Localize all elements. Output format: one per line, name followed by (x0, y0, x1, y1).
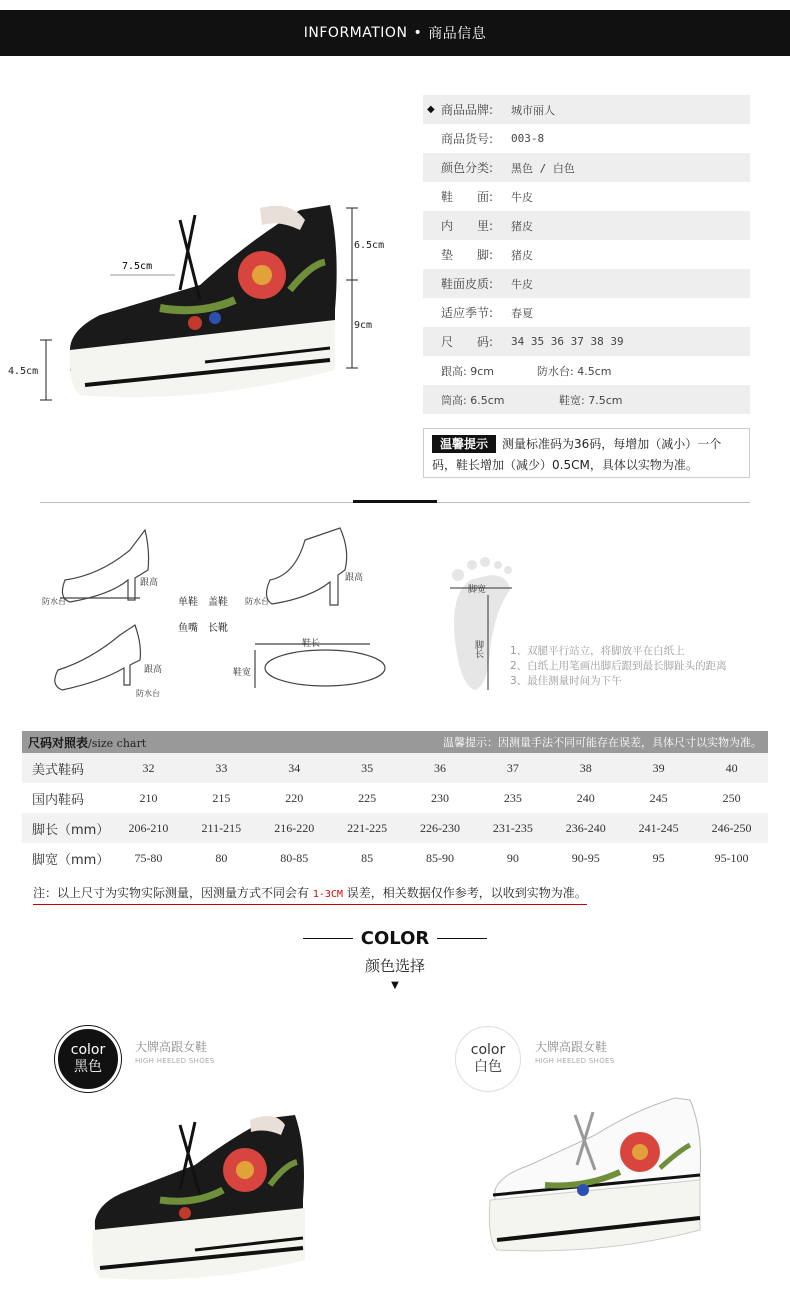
tip-box (423, 428, 750, 478)
info-row (423, 298, 750, 327)
size-cell: 75-80 (134, 850, 163, 865)
info-value: 城市丽人 (511, 103, 555, 117)
info-value: 防水台: 4.5cm (537, 364, 612, 378)
info-value: 牛皮 (511, 277, 533, 291)
size-row (22, 783, 768, 813)
label-heel: 跟高 (140, 578, 159, 588)
note-b: 误差，相关数据仅作参考，以收到实物为准。 (342, 886, 587, 900)
info-value: 34 35 36 37 38 39 (511, 335, 624, 348)
badge-cn: 白色 (474, 1059, 502, 1075)
info-value: 牛皮 (511, 190, 533, 204)
black-sneaker-image (70, 205, 337, 397)
label-platform3: 防水台 (136, 689, 160, 698)
info-row (423, 95, 750, 124)
measure-step-1: 1、双腿平行站立，将脚放平在白纸上 (510, 645, 685, 657)
measure-diagram (40, 520, 770, 710)
size-chart-hint: 温馨提示：因测量手法不同可能存在误差，具体尺寸以实物为准。 (443, 736, 762, 749)
label-fish: 鱼嘴 (178, 623, 198, 634)
info-value: 鞋宽: 7.5cm (559, 393, 623, 407)
size-cell: 246-250 (711, 820, 752, 835)
section-header (0, 10, 790, 56)
header-dot: • (413, 25, 423, 41)
color-section-header (0, 928, 790, 991)
size-row (22, 843, 768, 873)
info-row (423, 385, 750, 414)
size-chart-title: 尺码对照表 (28, 735, 89, 750)
size-cell: 32 (142, 760, 155, 775)
size-cell: 37 (506, 760, 519, 775)
size-cell: 85 (361, 850, 374, 865)
color-badge-white[interactable] (455, 1026, 521, 1092)
header-en: INFORMATION (303, 25, 408, 41)
info-value: 猪皮 (511, 248, 533, 262)
note-a: 注：以上尺寸为实物实际测量，因测量方式不同会有 (33, 886, 313, 900)
brand-text-white: 大牌高跟女鞋 HIGH HEELED SHOES (535, 1040, 615, 1065)
foot-outline-icon (450, 557, 512, 690)
size-chart-rows (22, 753, 768, 873)
info-row (423, 240, 750, 269)
size-cell: 38 (579, 760, 592, 775)
info-label: 适应季节: (441, 306, 494, 320)
note-red: 1-3CM (312, 889, 343, 900)
brand-text-black: 大牌高跟女鞋 HIGH HEELED SHOES (135, 1040, 215, 1065)
size-row-label: 美式鞋码 (32, 762, 85, 778)
size-cell: 80-85 (280, 850, 309, 865)
size-cell: 211-215 (201, 820, 242, 835)
size-cell: 225 (358, 790, 377, 805)
label-width: 鞋宽 (233, 668, 252, 678)
arrow-down-icon: ▼ (391, 980, 399, 991)
product-info-table (423, 95, 750, 414)
info-value: 猪皮 (511, 219, 533, 233)
info-row (423, 211, 750, 240)
sole-outline (255, 644, 385, 688)
size-cell: 231-235 (492, 820, 533, 835)
size-chart (22, 731, 768, 873)
label-length: 鞋长 (302, 639, 321, 649)
black-shoe-image (85, 1110, 315, 1285)
info-value: 春夏 (511, 306, 533, 320)
white-shoe-image (485, 1090, 715, 1270)
dim-heel-height: 9cm (354, 320, 373, 331)
info-label: 鞋面皮质: (441, 277, 494, 291)
size-cell: 36 (434, 760, 446, 775)
size-cell: 40 (725, 760, 738, 775)
diamond-bullet-icon: ◆ (427, 104, 435, 115)
info-row (423, 327, 750, 356)
divider-accent (353, 500, 437, 503)
size-cell: 230 (431, 790, 449, 805)
size-cell: 35 (361, 760, 374, 775)
tip-label: 温馨提示 (432, 435, 496, 453)
size-chart-title-en: /size chart (88, 736, 147, 750)
size-cell: 236-240 (565, 820, 606, 835)
info-label: 内 里: (441, 219, 494, 233)
size-cell: 226-230 (420, 820, 460, 835)
size-cell: 90-95 (571, 850, 600, 865)
size-cell: 250 (722, 790, 741, 805)
color-subtitle: 颜色选择 (364, 957, 425, 975)
size-cell: 235 (503, 790, 522, 805)
badge-cn: 黑色 (74, 1059, 102, 1075)
size-cell: 33 (215, 760, 228, 775)
dim-top-width: 7.5cm (122, 261, 153, 272)
label-single: 单鞋 (178, 597, 198, 608)
info-label: 跟高: 9cm (441, 364, 494, 378)
color-title: COLOR (360, 928, 430, 949)
badge-en: color (70, 1042, 106, 1058)
tip-text: 测量标准码为36码，每增加（减小）一个码，鞋长增加（减少）0.5CM，具体以实物为准。 (432, 437, 722, 472)
measure-step-2: 2、白纸上用笔画出脚后跟到最长脚趾头的距离 (510, 660, 727, 672)
size-cell: 90 (506, 850, 519, 865)
info-row (423, 269, 750, 298)
info-row (423, 153, 750, 182)
size-row-label: 国内鞋码 (32, 792, 85, 808)
header-cn: 商品信息 (428, 26, 487, 42)
size-cell: 39 (652, 760, 665, 775)
size-cell: 95-100 (714, 850, 749, 865)
size-cell: 80 (215, 850, 228, 865)
info-row (423, 182, 750, 211)
size-cell: 245 (649, 790, 668, 805)
shoe-dimension-diagram (0, 190, 400, 420)
info-label: 筒高: 6.5cm (441, 393, 505, 407)
size-row (22, 813, 768, 843)
info-value: 黑色 / 白色 (511, 161, 575, 175)
label-foot-length: 脚长 (473, 640, 483, 658)
dim-shaft-height: 6.5cm (354, 240, 385, 251)
label-boot: 长靴 (208, 623, 228, 634)
info-label: 商品品牌: (441, 103, 494, 117)
size-cell: 241-245 (638, 820, 679, 835)
size-cell: 95 (652, 850, 665, 865)
info-label: 颜色分类: (441, 161, 494, 175)
measure-step-3: 3、最佳测量时间为下午 (510, 675, 622, 687)
info-value: 003-8 (511, 132, 545, 145)
size-cell: 220 (285, 790, 304, 805)
size-cell: 85-90 (426, 850, 454, 865)
info-label: 鞋 面: (441, 190, 494, 204)
color-badge-black[interactable] (55, 1026, 121, 1092)
info-label: 尺 码: (441, 335, 494, 349)
size-cell: 34 (288, 760, 301, 775)
info-row (423, 356, 750, 385)
size-row (22, 753, 768, 783)
size-cell: 240 (576, 790, 595, 805)
label-cover: 盖鞋 (208, 597, 228, 608)
size-row-label: 脚长（mm） (32, 822, 110, 838)
size-row-label: 脚宽（mm） (32, 852, 110, 868)
size-cell: 206-210 (128, 820, 169, 835)
pump-outline (60, 530, 149, 602)
bootie-outline (266, 528, 346, 605)
label-platform2: 防水台 (245, 597, 269, 606)
label-heel2: 跟高 (345, 573, 364, 583)
size-note (33, 884, 587, 905)
info-row (423, 124, 750, 153)
info-label: 垫 脚: (441, 248, 494, 262)
size-chart-header (22, 731, 768, 753)
badge-en: color (470, 1042, 506, 1058)
size-cell: 210 (139, 790, 158, 805)
label-foot-width: 脚宽 (468, 585, 487, 595)
size-cell: 216-220 (274, 820, 315, 835)
peeptoe-outline (55, 625, 141, 690)
size-cell: 221-225 (347, 820, 388, 835)
label-platform: 防水台 (42, 597, 66, 606)
label-heel3: 跟高 (144, 665, 163, 675)
size-cell: 215 (212, 790, 231, 805)
dim-platform: 4.5cm (8, 366, 39, 377)
info-label: 商品货号: (441, 132, 494, 146)
